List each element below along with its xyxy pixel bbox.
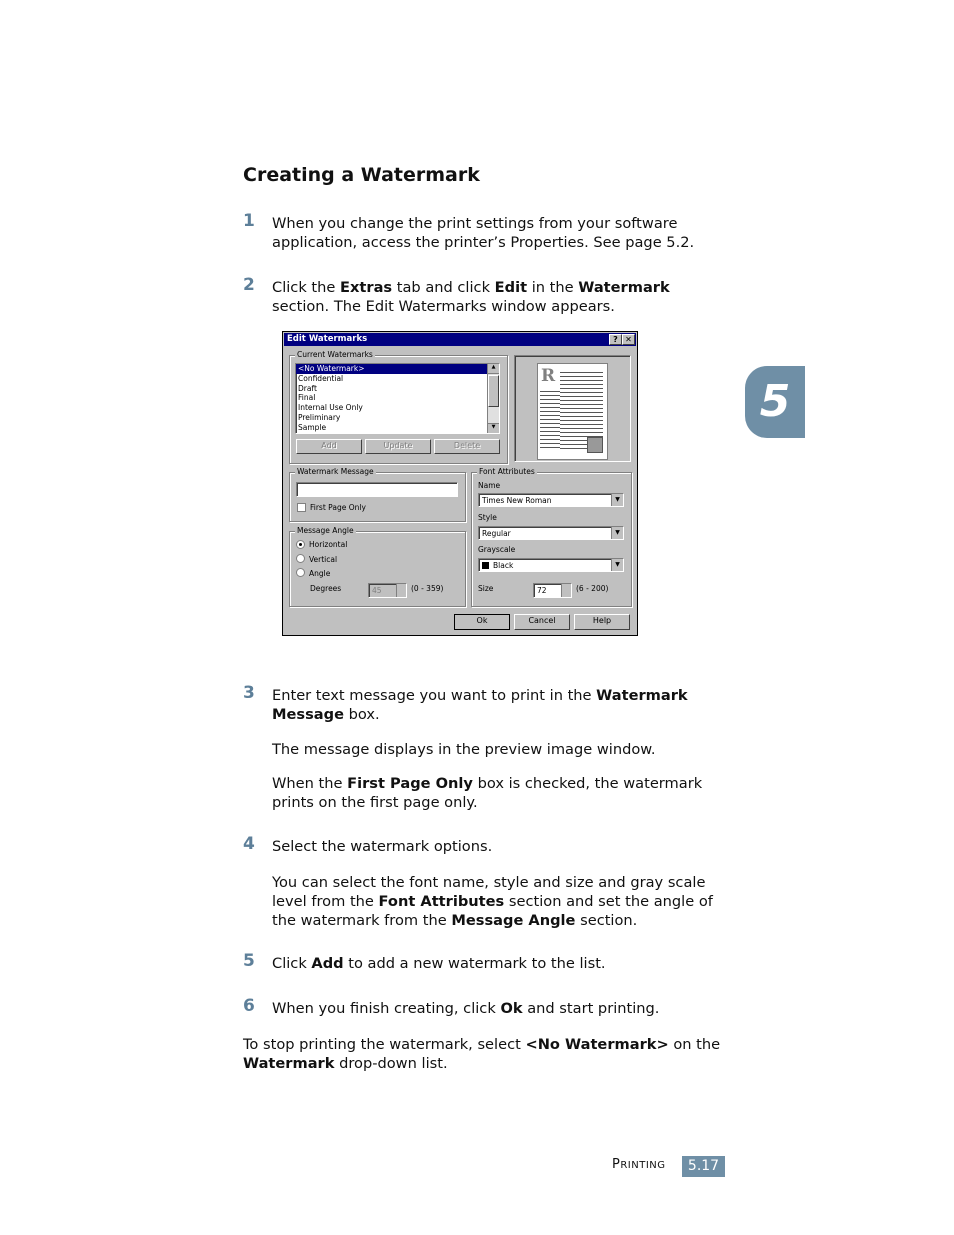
horizontal-radio[interactable] [296, 540, 305, 549]
watermark-list[interactable] [295, 363, 500, 434]
chevron-down-icon[interactable]: ▼ [611, 527, 623, 539]
ok-button[interactable]: Ok [454, 614, 510, 630]
size-label: Size [478, 584, 494, 593]
degrees-label: Degrees [310, 584, 342, 593]
preview-frame [514, 355, 631, 462]
style-label: Style [478, 513, 497, 522]
step-number: 3 [243, 683, 255, 703]
vertical-label: Vertical [309, 555, 338, 564]
size-spinner[interactable] [561, 584, 571, 597]
edit-watermarks-dialog [282, 331, 638, 636]
step-5-text: Click Add to add a new watermark to the list. [272, 955, 606, 972]
vertical-radio[interactable] [296, 554, 305, 563]
step-3-note-2: When the First Page Only box is checked, the watermark prints on the first page only. [272, 775, 703, 811]
step-number: 4 [243, 834, 255, 854]
group-label: Current Watermarks [297, 350, 373, 359]
font-name-select[interactable]: Times New Roman ▼ [478, 493, 624, 507]
list-item[interactable]: Internal Use Only [298, 403, 363, 413]
degrees-spinner[interactable] [396, 584, 406, 597]
group-label: Message Angle [297, 526, 354, 535]
step-number: 2 [243, 275, 255, 295]
scrollbar[interactable] [487, 364, 499, 433]
step-4-text: Select the watermark options. [272, 838, 493, 855]
chevron-down-icon[interactable]: ▼ [611, 494, 623, 506]
dialog-title: Edit Watermarks [284, 333, 636, 346]
step-number: 5 [243, 951, 255, 971]
cancel-button[interactable]: Cancel [514, 614, 570, 630]
update-button[interactable]: Update [365, 439, 431, 454]
group-label: Watermark Message [297, 467, 374, 476]
group-label: Font Attributes [479, 467, 535, 476]
step-3-text: Enter text message you want to print in the Watermark Message box. [272, 687, 688, 723]
step-number: 1 [243, 211, 255, 231]
preview-image [587, 437, 603, 453]
watermark-message-group [289, 467, 466, 522]
scroll-thumb[interactable] [488, 375, 499, 407]
degrees-input[interactable]: 45 [368, 583, 407, 598]
preview-letter: R [541, 366, 556, 386]
angle-radio[interactable] [296, 568, 305, 577]
name-label: Name [478, 481, 501, 490]
step-number: 6 [243, 996, 255, 1016]
help-icon[interactable]: ? [609, 334, 622, 345]
footer-section: PRINTING [612, 1157, 666, 1172]
watermark-message-input[interactable] [296, 482, 458, 497]
help-button[interactable]: Help [574, 614, 630, 630]
closing-text: To stop printing the watermark, select <No Watermark> on the Watermark drop-down list. [243, 1036, 721, 1072]
scroll-up-icon[interactable]: ▲ [488, 364, 499, 374]
step-4-note: You can select the font name, style and size and gray scale level from the Font Attributes section and set the angle of the watermark from the Message Angle section. [272, 874, 713, 929]
color-swatch [482, 562, 489, 569]
section-heading: Creating a Watermark [243, 164, 480, 186]
preview-page [537, 363, 608, 460]
list-item[interactable]: <No Watermark> [296, 364, 499, 374]
horizontal-label: Horizontal [309, 540, 348, 549]
scroll-down-icon[interactable]: ▼ [488, 423, 499, 433]
grayscale-select[interactable]: Black ▼ [478, 558, 624, 572]
angle-label: Angle [309, 569, 331, 578]
list-item[interactable]: Preliminary [298, 412, 341, 422]
preview-lines [540, 388, 560, 449]
first-page-only-checkbox[interactable] [297, 503, 306, 512]
list-item[interactable]: Sample [298, 422, 327, 432]
step-6-text: When you finish creating, click Ok and start printing. [272, 1000, 660, 1017]
first-page-only-label: First Page Only [310, 503, 366, 512]
close-icon[interactable]: ✕ [622, 334, 635, 345]
chapter-tab: 5 [745, 366, 805, 438]
size-input[interactable]: 72 [533, 583, 572, 598]
degrees-range: (0 - 359) [411, 584, 444, 593]
size-range: (6 - 200) [576, 584, 609, 593]
chevron-down-icon[interactable]: ▼ [611, 559, 623, 571]
add-button[interactable]: Add [296, 439, 362, 454]
font-style-select[interactable]: Regular ▼ [478, 526, 624, 540]
list-item[interactable]: Final [298, 393, 316, 403]
page-number: 5.17 [682, 1156, 725, 1177]
list-item[interactable]: Draft [298, 383, 317, 393]
step-2-text: Click the Extras tab and click Edit in the Watermark section. The Edit Watermarks window appears. [272, 279, 670, 315]
step-3-note: The message displays in the preview image window. [272, 741, 656, 758]
delete-button[interactable]: Delete [434, 439, 500, 454]
list-item[interactable]: Confidential [298, 373, 344, 383]
step-1-text: When you change the print settings from your software application, access the printer’s Properties. See page 5.2. [272, 215, 695, 251]
grayscale-label: Grayscale [478, 545, 516, 554]
